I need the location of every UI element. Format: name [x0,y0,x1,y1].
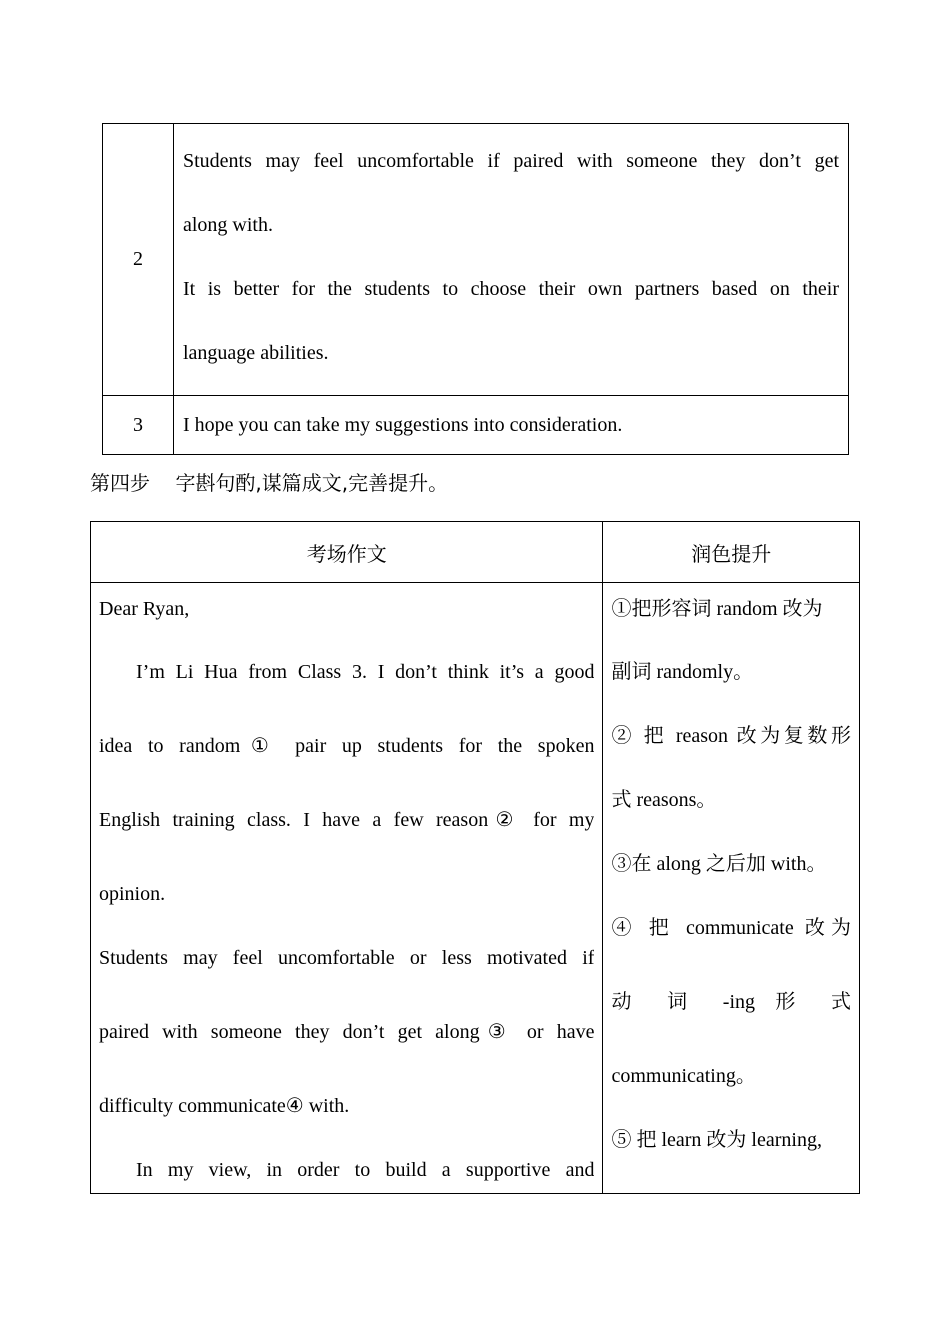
essay-line: idea to random① pair up students for the spoken [99,735,595,757]
table-essay-polish [90,521,860,1194]
essay-line: difficulty communicate④ with. [99,1095,350,1117]
step-label: 第四步 [90,471,150,495]
text-line: It is better for the students to choose their own partners based on their [183,278,839,300]
text-line: Students may feel uncomfortable if paired with someone they don’t get [183,150,839,172]
note-line: communicating。 [611,1065,756,1087]
essay-line: Dear Ryan, [99,598,190,620]
essay-line: I’m Li Hua from Class 3. I don’t think it’s a good [136,661,595,683]
note-line: ② 把 reason 改为复数形 [611,725,851,747]
polish-cell [603,583,860,1194]
table-header-row [91,522,860,583]
header-essay: 考场作文 [91,522,603,583]
note-line: ③在 along 之后加 with。 [611,853,827,875]
table-row [103,124,849,396]
essay-line: opinion. [99,883,166,905]
essay-line: paired with someone they don’t get along③ or have [99,1021,595,1043]
row-number: 2 [103,124,174,396]
essay-line: English training class. I have a few reason② for my [99,809,595,831]
essay-line: Students may feel uncomfortable or less motivated if [99,947,595,969]
essay-cell [91,583,603,1194]
note-line: ④ 把 communicate 改为 [611,917,851,939]
note-line: ⑤ 把 learn 改为 learning, [611,1129,822,1151]
header-polish: 润色提升 [603,522,860,583]
note-line: ①把形容词 random 改为 [611,598,823,620]
table-row [103,396,849,455]
table-outline-steps [102,123,849,455]
row-number: 3 [103,396,174,455]
note-line: 动 词 -ing 形 式 [611,991,851,1013]
note-line: 副词 randomly。 [611,661,754,683]
essay-line: In my view, in order to build a supportive and [136,1159,595,1181]
text-line: language abilities. [183,342,329,364]
note-line: 式 reasons。 [611,789,717,811]
step-text: 字斟句酌,谋篇成文,完善提升。 [175,471,449,495]
table-row [91,583,860,1194]
row-content [174,124,849,396]
text-line: along with. [183,214,273,236]
step-heading [90,467,448,499]
row-content: I hope you can take my suggestions into consideration. [174,396,849,455]
